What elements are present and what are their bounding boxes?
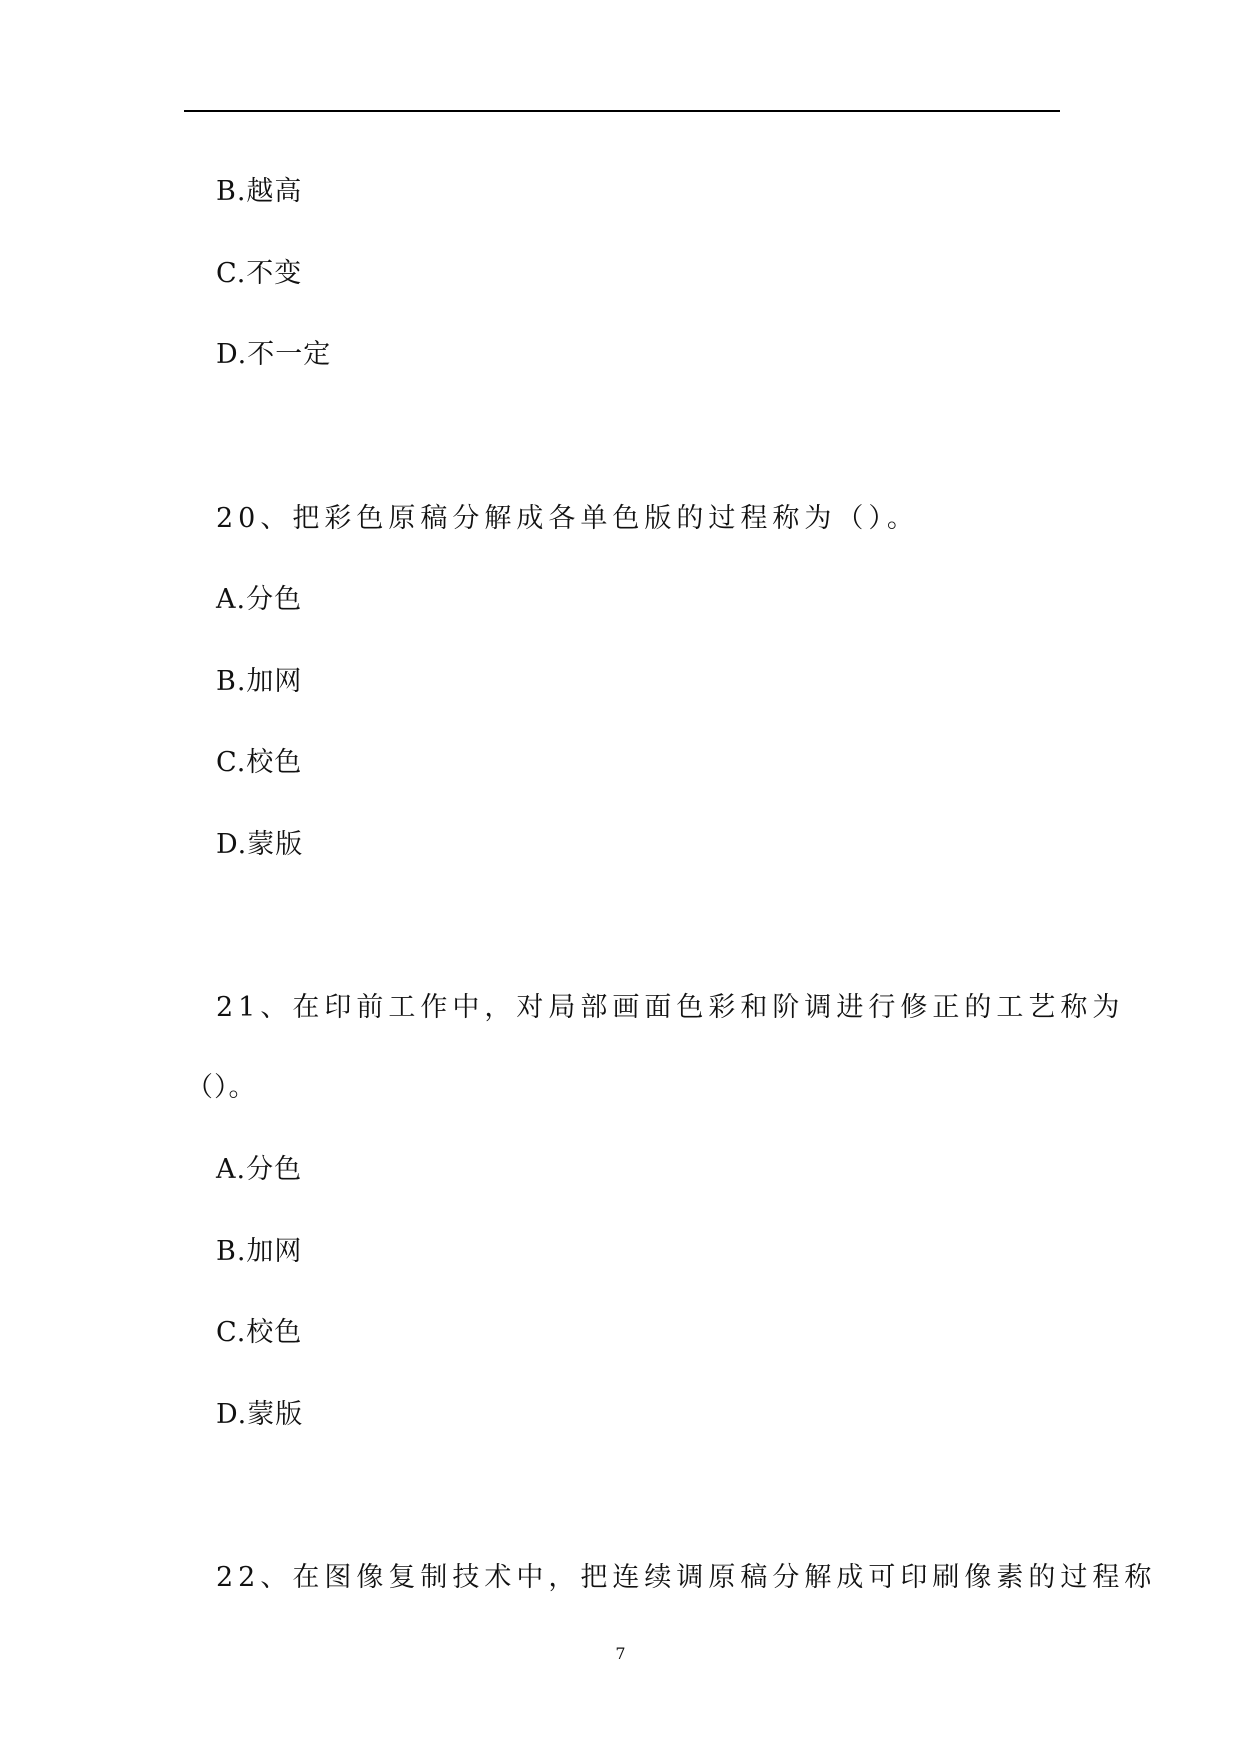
option-b: B.加网: [216, 1236, 303, 1267]
header-rule: [184, 110, 1060, 112]
option-b: B.加网: [216, 666, 303, 697]
option-c: C.校色: [216, 747, 303, 778]
option-d: D.不一定: [216, 339, 332, 370]
question-stem-line-1: 21、在印前工作中，对局部画面色彩和阶调进行修正的工艺称为: [216, 992, 1125, 1023]
page-number: 7: [615, 1644, 626, 1663]
option-a: A.分色: [216, 1154, 303, 1185]
question-stem: 20、把彩色原稿分解成各单色版的过程称为（）。: [216, 503, 919, 534]
question-stem-line-1: 22、在图像复制技术中，把连续调原稿分解成可印刷像素的过程称: [216, 1562, 1157, 1593]
option-a: A.分色: [216, 584, 303, 615]
option-d: D.蒙版: [216, 1399, 304, 1430]
option-c: C.不变: [216, 258, 303, 289]
option-b: B.越高: [216, 176, 303, 207]
option-c: C.校色: [216, 1317, 303, 1348]
option-d: D.蒙版: [216, 829, 304, 860]
question-stem-line-2: （）。: [186, 1072, 257, 1103]
